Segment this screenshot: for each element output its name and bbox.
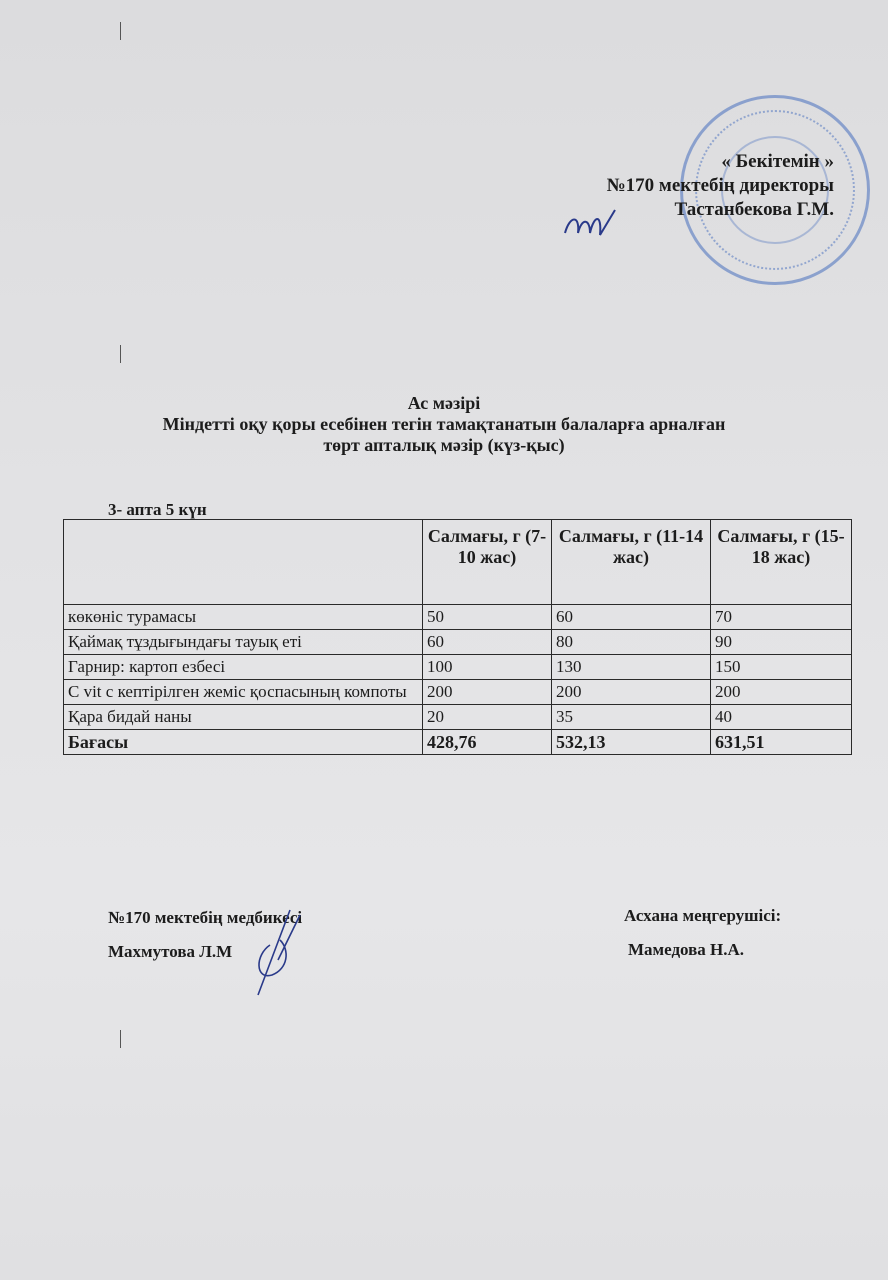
- canteen-position: Асхана меңгерушісі:: [624, 906, 782, 925]
- nurse-position: №170 мектебің медбикесі: [108, 908, 303, 927]
- weight-7-10: 100: [423, 655, 552, 680]
- price-7-10: 428,76: [423, 730, 552, 755]
- document-subtitle-1: Міндетті оқу қоры есебінен тегін тамақтанатын балаларға арналған: [162, 414, 726, 434]
- dish-name: көкөніс турамасы: [64, 605, 423, 630]
- price-row: [64, 730, 852, 755]
- edge-mark: [120, 22, 121, 40]
- weight-11-14: 80: [552, 630, 711, 655]
- price-label: Бағасы: [64, 730, 423, 755]
- header-age-11-14: Салмағы, г (11-14 жас): [552, 520, 711, 605]
- menu-table: [63, 519, 852, 755]
- table-row: [64, 705, 852, 730]
- week-label: 3- апта 5 күн: [108, 500, 207, 519]
- weight-7-10: 60: [423, 630, 552, 655]
- approve-label: « Бекітемін »: [721, 151, 834, 172]
- weight-11-14: 130: [552, 655, 711, 680]
- director-signature: [560, 205, 620, 245]
- weight-7-10: 50: [423, 605, 552, 630]
- weight-7-10: 20: [423, 705, 552, 730]
- document-title: Ас мәзірі: [407, 393, 481, 413]
- weight-11-14: 60: [552, 605, 711, 630]
- weight-15-18: 90: [711, 630, 852, 655]
- nurse-signature: [250, 905, 310, 1000]
- document-subtitle-2: төрт апталық мәзір (күз-қыс): [323, 435, 565, 455]
- header-age-7-10: Салмағы, г (7-10 жас): [423, 520, 552, 605]
- price-11-14: 532,13: [552, 730, 711, 755]
- price-15-18: 631,51: [711, 730, 852, 755]
- director-position: №170 мектебің директоры: [606, 175, 834, 196]
- weight-11-14: 35: [552, 705, 711, 730]
- weight-11-14: 200: [552, 680, 711, 705]
- weight-15-18: 200: [711, 680, 852, 705]
- nurse-name: Махмутова Л.М: [108, 942, 233, 961]
- weight-7-10: 200: [423, 680, 552, 705]
- table-row: [64, 680, 852, 705]
- header-age-15-18: Салмағы, г (15-18 жас): [711, 520, 852, 605]
- table-row: [64, 630, 852, 655]
- table-header-row: [64, 520, 852, 605]
- edge-mark: [120, 1030, 121, 1048]
- director-name: Тастанбекова Г.М.: [674, 199, 834, 220]
- weight-15-18: 40: [711, 705, 852, 730]
- table-row: [64, 605, 852, 630]
- dish-name: Қаймақ тұздығындағы тауық еті: [64, 630, 423, 655]
- dish-name: Қара бидай наны: [64, 705, 423, 730]
- weight-15-18: 70: [711, 605, 852, 630]
- header-dish: [64, 520, 423, 605]
- weight-15-18: 150: [711, 655, 852, 680]
- table-row: [64, 655, 852, 680]
- approval-block: [607, 150, 834, 222]
- dish-name: Гарнир: картоп езбесі: [64, 655, 423, 680]
- canteen-name: Мамедова Н.А.: [628, 940, 745, 959]
- dish-name: С vit с кептірілген жеміс қоспасының компоты: [64, 680, 423, 705]
- document-title-block: [0, 393, 888, 456]
- edge-mark: [120, 345, 121, 363]
